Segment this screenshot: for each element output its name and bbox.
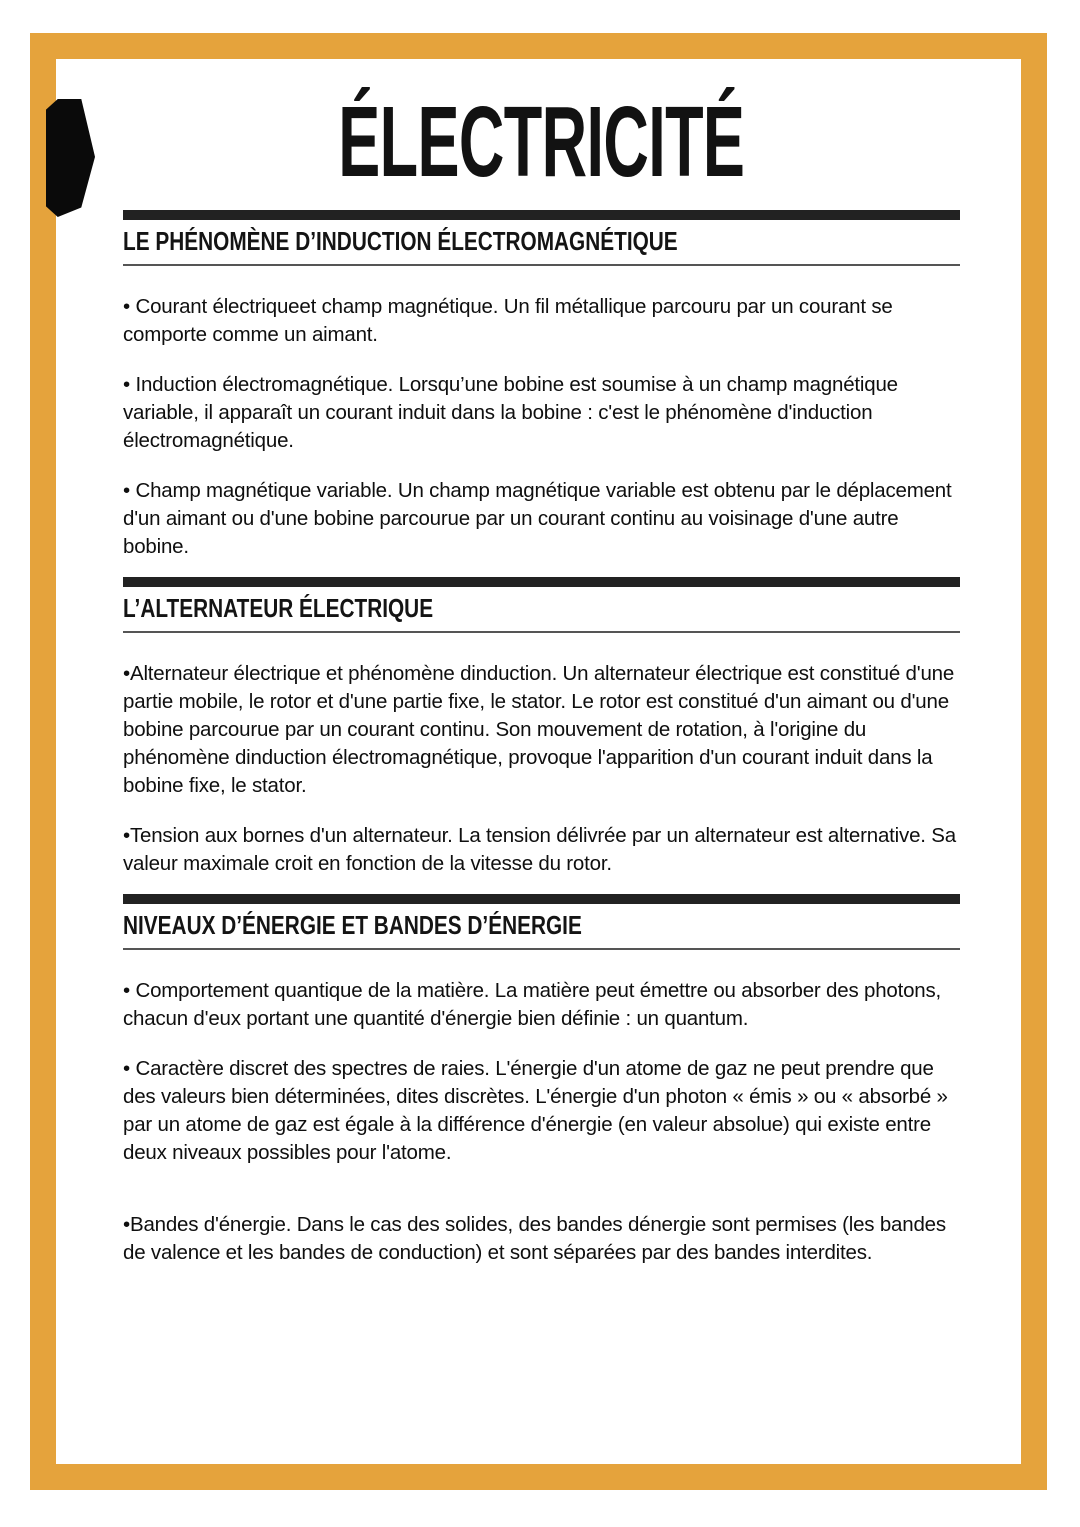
document-content [123, 0, 960, 1267]
section-divider-heavy [123, 577, 960, 587]
section-divider-heavy [123, 210, 960, 220]
section-divider-heavy [123, 894, 960, 904]
paragraph-comportement-quantique: • Comportement quantique de la matière. La matière peut émettre ou absorber des photons, chacun d'eux portant une quantité d'énergie bien définie : un quantum. [123, 979, 942, 1030]
section-heading-text: NIVEAUX D’ÉNERGIE ET BANDES D’ÉNERGIE [123, 910, 582, 940]
section-heading-induction [123, 226, 960, 257]
section-heading-alternateur [123, 593, 960, 624]
paragraph-caractere-discret: • Caractère discret des spectres de raies. L'énergie d'un atome de gaz ne peut prendre que des valeurs bien déterminées, dites discrètes. L'énergie d'un photon « émis » ou « absorbé » par un atome de gaz est égale à la différence d'énergie (en valeur absolue) qui existe entre deux niveaux possibles pour l'atome. [123, 1057, 948, 1164]
paragraph-champ-magnetique-variable: • Champ magnétique variable. Un champ magnétique variable est obtenu par le déplacement d'un aimant ou d'une bobine parcourue par un courant continu au voisinage d'une autre bobine. [123, 479, 952, 558]
section-heading-text: L’ALTERNATEUR ÉLECTRIQUE [123, 593, 434, 623]
section-divider-light [123, 948, 960, 950]
paragraph-bandes-energie: •Bandes d'énergie. Dans le cas des solides, des bandes dénergie sont permises (les bandes de valence et les bandes de conduction) et sont séparées par des bandes interdites. [123, 1213, 946, 1264]
section-divider-light [123, 631, 960, 633]
page-title [123, 86, 960, 198]
section-heading-text: LE PHÉNOMÈNE D’INDUCTION ÉLECTROMAGNÉTIQUE [123, 226, 678, 256]
section-divider-light [123, 264, 960, 266]
paragraph-induction-electromagnetique: • Induction électromagnétique. Lorsqu’une bobine est soumise à un champ magnétique variable, il apparaît un courant induit dans la bobine : c'est le phénomène d'induction électromagnétique. [123, 373, 898, 452]
page-title-text: ÉLECTRICITÉ [338, 86, 745, 198]
paragraph-courant-electrique: • Courant électriqueet champ magnétique. Un fil métallique parcouru par un courant se comporte comme un aimant. [123, 295, 893, 346]
section-heading-niveaux-energie [123, 910, 960, 941]
paragraph-alternateur-electrique: •Alternateur électrique et phénomène dinduction. Un alternateur électrique est constitué d'une partie mobile, le rotor et d'une partie fixe, le stator. Le rotor est constitué d'un aimant ou d'une bobine parcourue par un courant continu. Son mouvement de rotation, à l'origine du phénomène dinduction électromagnétique, provoque l'apparition d'un courant induit dans la bobine fixe, le stator. [123, 662, 955, 797]
paragraph-tension-alternateur: •Tension aux bornes d'un alternateur. La tension délivrée par un alternateur est alternative. Sa valeur maximale croit en fonction de la vitesse du rotor. [123, 824, 956, 875]
